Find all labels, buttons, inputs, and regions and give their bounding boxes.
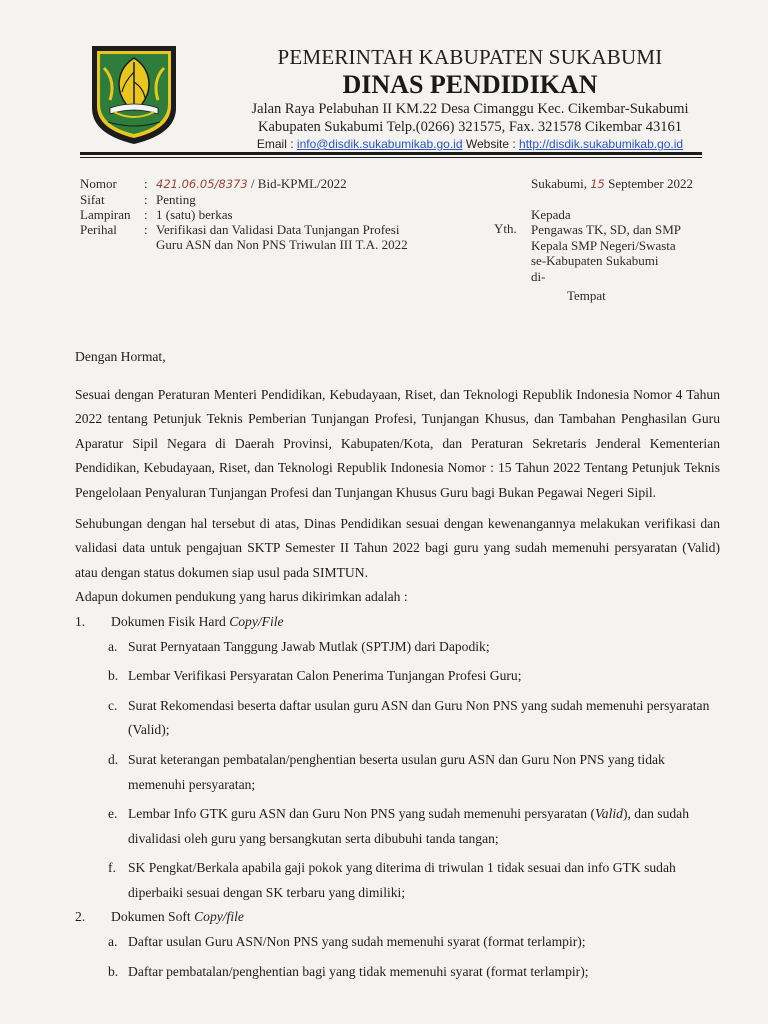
letter-meta xyxy=(80,176,486,252)
recipient-line4: di- xyxy=(531,268,546,284)
regency-crest-logo xyxy=(88,42,180,146)
recipient-kepada: Kepada xyxy=(531,206,571,222)
email-label: Email : xyxy=(256,137,294,151)
list-item: e. Lembar Info GTK guru ASN dan Guru Non PNS yang sudah memenuhi persyaratan (Valid), dan sudah divalidasi oleh guru yang bersangkutan serta dibubuhi tanda tangan; xyxy=(108,806,690,846)
meta-nomor: Nomor : 421.06.05/8373 / Bid-KPML/2022 xyxy=(80,176,347,191)
recipient-line3: se-Kabupaten Sukabumi xyxy=(531,253,659,268)
letterhead-government: PEMERINTAH KABUPATEN SUKABUMI xyxy=(277,45,663,69)
handwritten-date: 15 xyxy=(590,177,605,191)
list-item: f. SK Pengkat/Berkala apabila gaji pokok yang diterima di triwulan 1 tidak sesuai dan info GTK sudah diperbaiki sesuai dengan SK terbaru yang dimiliki; xyxy=(108,860,676,900)
soft-copy-sublist xyxy=(75,930,720,984)
letter-body xyxy=(75,345,720,984)
handwritten-number: 421.06.05/8373 xyxy=(156,177,248,191)
hard-copy-sublist xyxy=(75,635,720,906)
meta-perihal: Perihal : Verifikasi dan Validasi Data Tunjangan Profesi Guru ASN dan Non PNS Triwulan III T.A. 2022 xyxy=(80,222,408,252)
recipient-yth: Yth. xyxy=(494,221,517,236)
list-item: a. Daftar usulan Guru ASN/Non PNS yang sudah memenuhi syarat (format terlampir); xyxy=(108,934,586,950)
letterhead xyxy=(190,44,750,152)
letterhead-address-line2: Kabupaten Sukabumi Telp.(0266) 321575, Fax. 321578 Cikembar 43161 xyxy=(258,119,682,135)
paragraph-documents-intro: Adapun dokumen pendukung yang harus dikirimkan adalah : xyxy=(75,589,408,605)
recipient-line1: Pengawas TK, SD, dan SMP xyxy=(531,222,681,237)
place-date: Sukabumi, 15 September 2022 xyxy=(531,176,693,191)
list-item-hard-copy: 1. Dokumen Fisik Hard Copy/File xyxy=(75,613,284,629)
website-label: Website : xyxy=(465,137,516,151)
letterhead-contact xyxy=(190,136,750,152)
letterhead-department: DINAS PENDIDIKAN xyxy=(342,70,598,99)
email-link[interactable]: info@disdik.sukabumikab.go.id xyxy=(296,137,463,151)
list-item: a. Surat Pernyataan Tanggung Jawab Mutlak (SPTJM) dari Dapodik; xyxy=(108,638,490,654)
paragraph-regulation: Sesuai dengan Peraturan Menteri Pendidikan, Kebudayaan, Riset, dan Teknologi Republik Indonesia Nomor 4 Tahun 2022 tentang Petunjuk Teknis Pemberian Tunjangan Profesi, Tunjangan Khusus, dan Tambahan Penghasilan Guru Aparatur Sipil Negara di Daerah Provinsi, Kabupaten/Kota, dan Peraturan Sekretaris Jenderal Kementerian Pendidikan, Kebudayaan, Riset, dan Teknologi Republik Indonesia Nomor : 15 Tahun 2022 Tentang Petunjuk Teknis Pengelolaan Penyaluran Tunjangan Profesi dan Tunjangan Khusus Guru bagi Bukan Pegawai Negeri Sipil. xyxy=(75,386,720,500)
list-item: b. Daftar pembatalan/penghentian bagi yang tidak memenuhi syarat (format terlampir); xyxy=(108,963,589,979)
letterhead-thin-rule xyxy=(80,157,702,158)
letterhead-thick-rule xyxy=(80,152,702,155)
letterhead-address-line1: Jalan Raya Pelabuhan II KM.22 Desa Cimanggu Kec. Cikembar-Sukabumi xyxy=(251,101,689,117)
meta-lampiran: Lampiran : 1 (satu) berkas xyxy=(80,207,233,222)
list-item: b. Lembar Verifikasi Persyaratan Calon Penerima Tunjangan Profesi Guru; xyxy=(108,668,522,684)
paragraph-verification: Sehubungan dengan hal tersebut di atas, Dinas Pendidikan sesuai dengan kewenangannya melakukan verifikasi dan validasi data untuk pengajuan SKTP Semester II Tahun 2022 bagi guru yang sudah memenuhi persyaratan (Valid) atau dengan status dokumen siap usul pada SIMTUN. xyxy=(75,515,720,580)
meta-sifat: Sifat : Penting xyxy=(80,192,196,207)
greeting: Dengan Hormat, xyxy=(75,349,166,364)
recipient-tempat: Tempat xyxy=(567,288,606,303)
list-item: d. Surat keterangan pembatalan/penghentian beserta usulan guru ASN dan Guru Non PNS yang tidak memenuhi persyaratan; xyxy=(108,751,665,792)
list-item: c. Surat Rekomendasi beserta daftar usulan guru ASN dan Guru Non PNS yang sudah memenuhi persyaratan (Valid); xyxy=(108,697,710,738)
list-item-soft-copy: 2. Dokumen Soft Copy/file xyxy=(75,909,244,925)
recipient-line2: Kepala SMP Negeri/Swasta xyxy=(531,237,676,253)
website-link[interactable]: http://disdik.sukabumikab.go.id xyxy=(519,137,684,151)
recipient-block xyxy=(531,176,693,304)
